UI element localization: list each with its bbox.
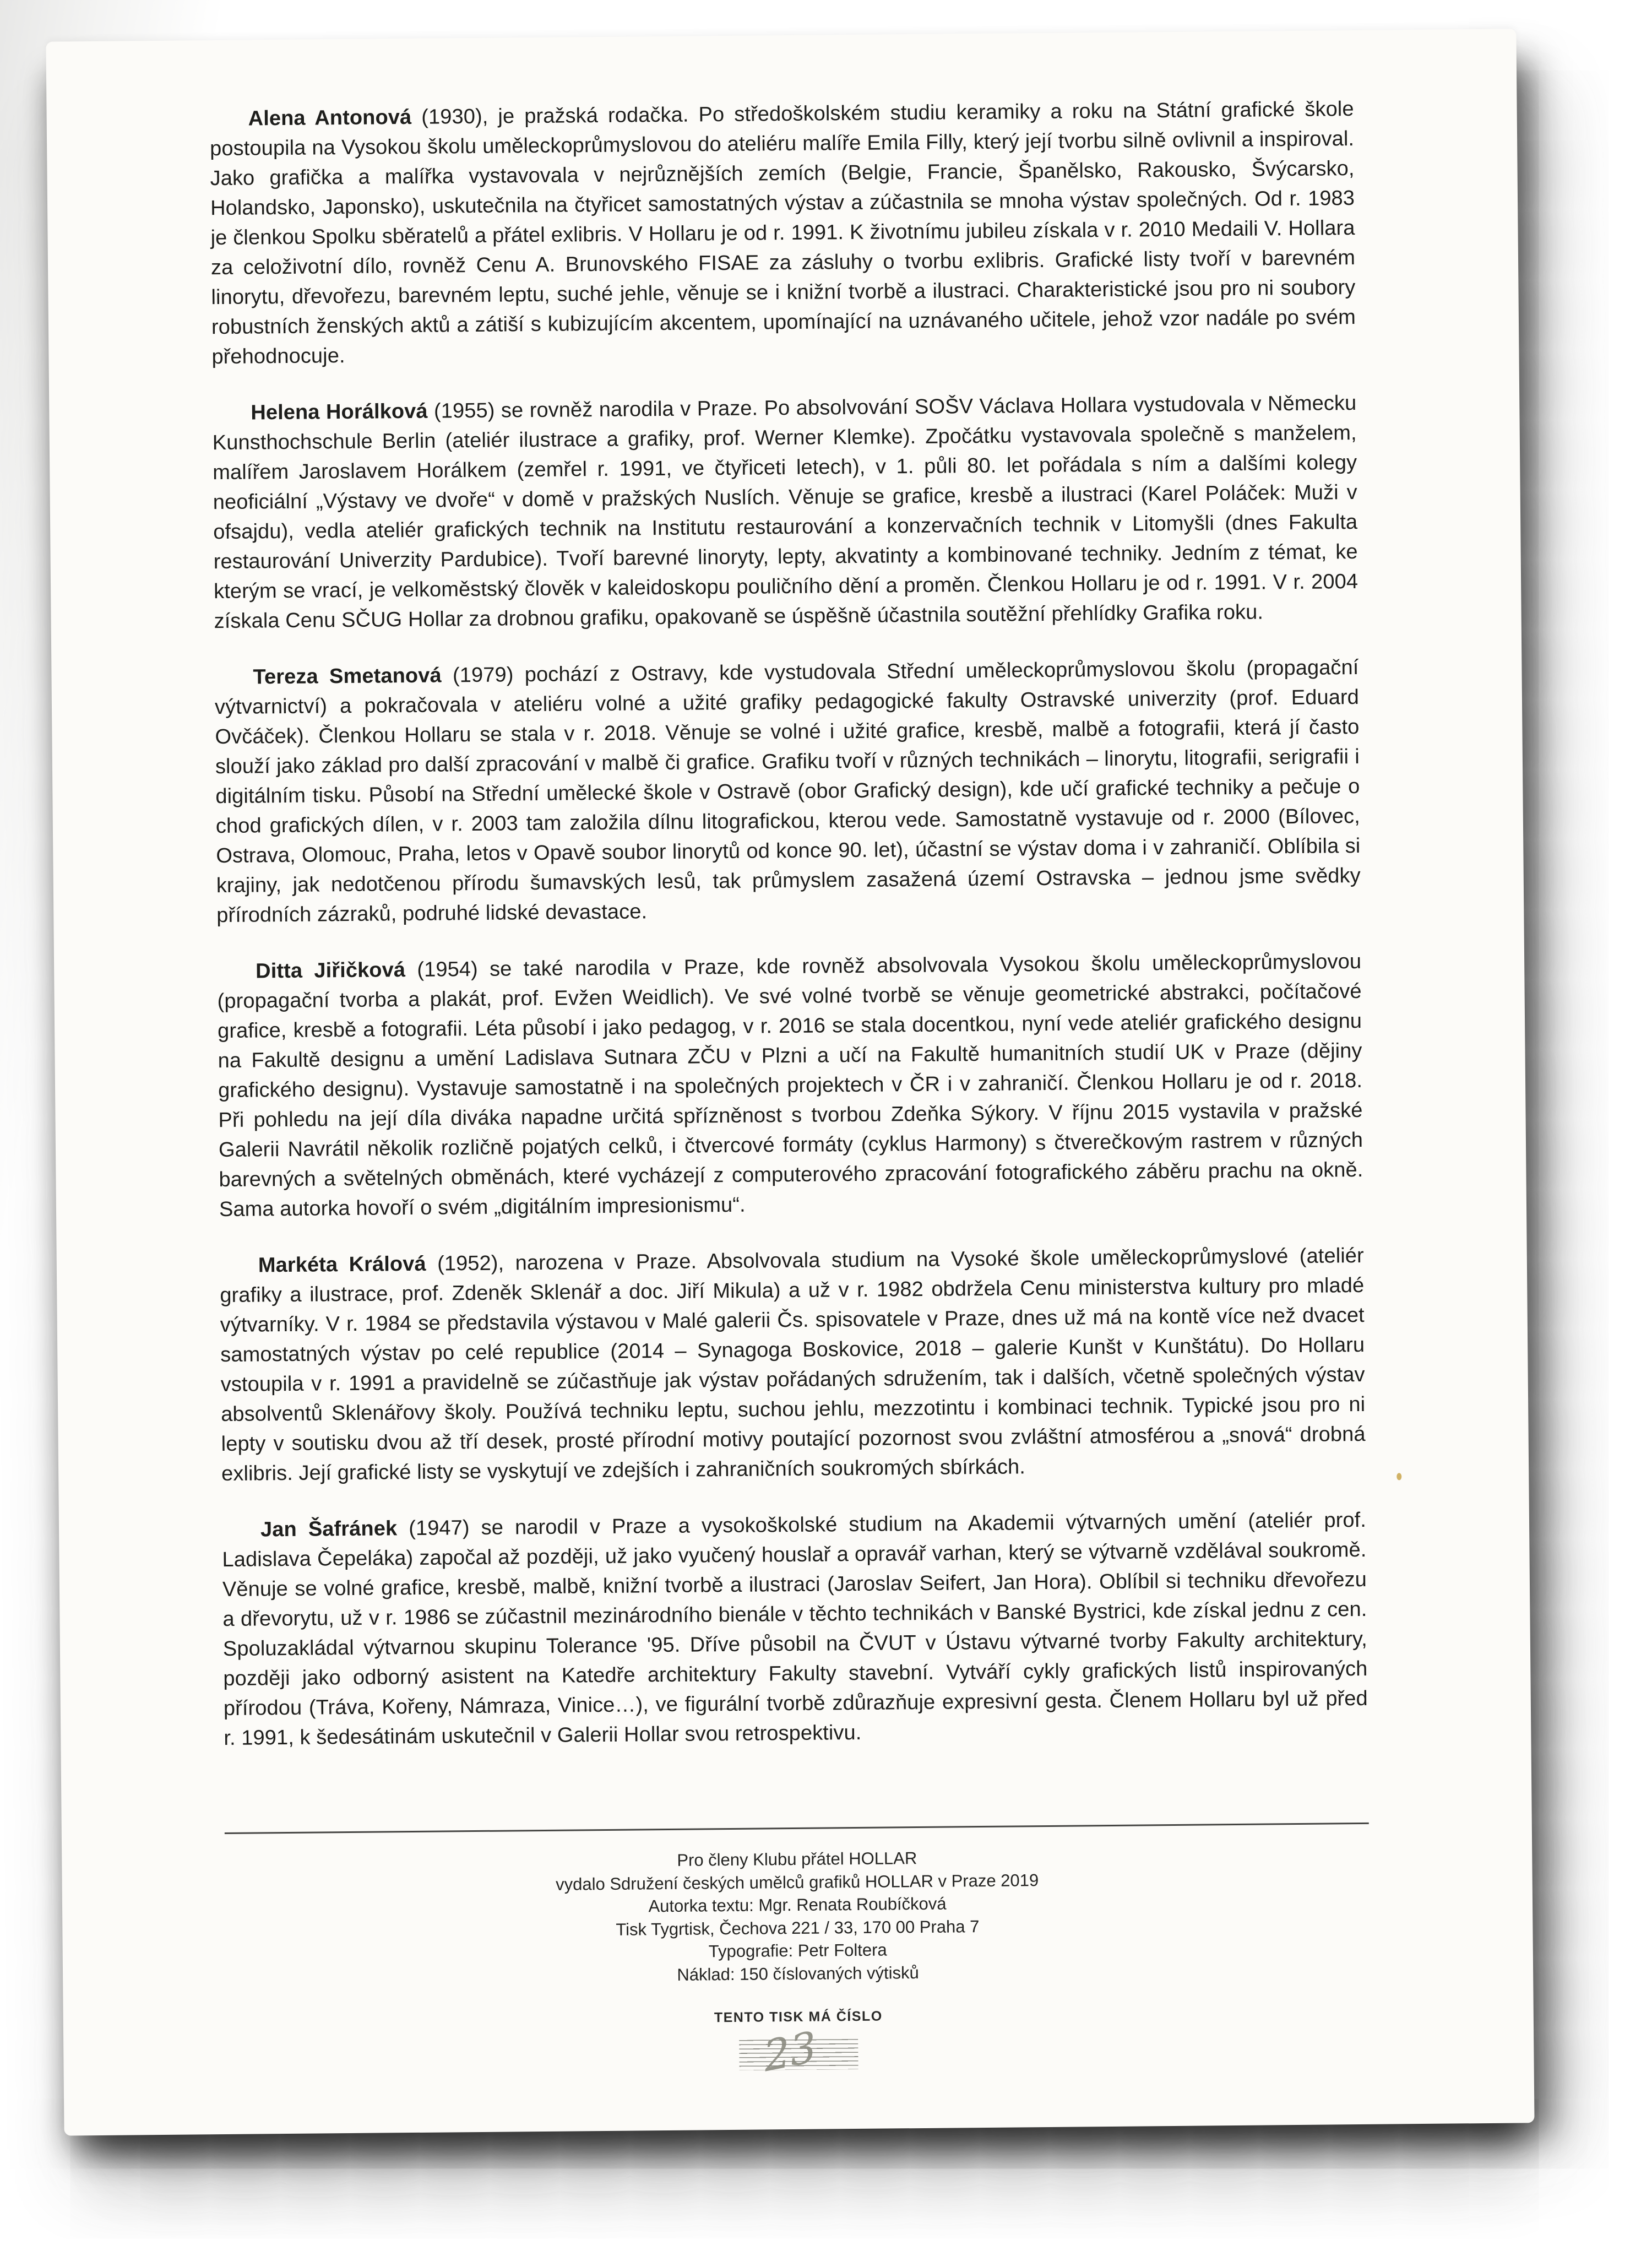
bio-text: (1954) se také narodila v Praze, kde rovněž absolvovala Vysokou školu uměleckoprůmyslovou (propagační tvorba a plakát, prof. Evžen Weidlich). Ve své volné tvorbě se věnuje geometrické abstrakci, počítačové grafice, kresbě a fotografii. Léta působí i jako pedagog, v r. 2016 se stala docentkou, nyní vede ateliér grafického designu na Fakultě designu a umění Ladislava Sutnara ZČU v Plzni a učí na Fakultě humanitních studií UK v Praze (dějiny grafického designu). Vystavuje samostatně i na společných projektech v ČR i v zahraničí. Členkou Hollaru je od r. 2018. Při pohledu na její díla diváka napadne určitá spřízněnost s tvorbou Zdeňka Sýkory. V říjnu 2015 vystavila v pražské Galerii Navrátil několik rozličně pojatých celků, i čtvercové formáty (cyklus Harmony) s čtverečkovým rastrem v různých barevných a světelných obměnách, které vycházejí z computerového zpracování fotografického záběru prachu na okně. Sama autorka hovoří o svém „digitálním impresionismu“.: [217, 950, 1363, 1222]
bio-paragraph-safranek: [222, 1505, 1368, 1753]
paper-speck: [1396, 1473, 1401, 1480]
artist-name: Helena Horálková: [251, 399, 428, 425]
colophon-footer: [225, 1823, 1371, 2081]
biographies-text-block: [46, 29, 1531, 1754]
artist-name: Markéta Králová: [258, 1252, 426, 1277]
bio-paragraph-jirickova: [217, 947, 1363, 1224]
colophon-line: Tisk Tygrtisk, Čechova 221 / 33, 170 00 Praha 7: [616, 1916, 980, 1939]
bio-text: (1930), je pražská rodačka. Po středoškolském studiu keramiky a roku na Státní grafické škole postoupila na Vysokou školu uměleckoprůmyslovou do ateliéru malíře Emila Filly, který její tvorbu silně ovlivnil a inspiroval. Jako grafička a malířka vystavovala v nejrůznějších zemích (Belgie, Francie, Španělsko, Rakousko, Švýcarsko, Holandsko, Japonsko), uskutečnila na čtyřicet samostatných výstav a zúčastnila se mnoha výstav společných. Od r. 1983 je členkou Spolku sběratelů a přátel exlibris. V Hollaru je od r. 1991. K životnímu jubileu získala v r. 2010 Medaili V. Hollara za celoživotní dílo, rovněž Cenu A. Brunovského FISAE za zásluhy o tvorbu exlibris. Grafické listy tvoří v barevném linorytu, dřevořezu, barevném leptu, suché jehle, věnuje se i knižní tvorbě a ilustraci. Charakteristické jsou pro ni soubory robustních ženských aktů a zátiší s kubizujícím akcentem, upomínající na uznávaného učitele, jehož vzor nadále po svém přehodnocuje.: [209, 97, 1356, 369]
colophon-line: Náklad: 150 číslovaných výtisků: [677, 1962, 919, 1984]
artist-name: Jan Šafránek: [260, 1517, 398, 1542]
handwritten-edition-number: 23: [761, 2021, 819, 2081]
edition-block: [226, 2004, 1371, 2081]
artist-name: Tereza Smetanová: [253, 664, 442, 689]
colophon-line: Pro členy Klubu přátel HOLLAR: [677, 1848, 917, 1870]
colophon-line: Typografie: Petr Foltera: [708, 1940, 887, 1961]
bio-paragraph-kralova: [220, 1241, 1366, 1489]
edition-number-ruled-lines: [739, 2021, 858, 2081]
colophon-line: Autorka textu: Mgr. Renata Roubíčková: [648, 1894, 947, 1916]
colophon: [225, 1843, 1370, 1990]
artist-name: Alena Antonová: [248, 105, 412, 131]
bio-paragraph-antonova: [209, 94, 1356, 372]
artist-name: Ditta Jiřičková: [256, 958, 406, 983]
bio-paragraph-horalkova: [212, 388, 1358, 636]
bio-paragraph-smetanova: [214, 653, 1361, 930]
bio-text: (1952), narozena v Praze. Absolvovala studium na Vysoké škole uměleckoprůmyslové (ateliér grafiky a ilustrace, prof. Zdeněk Sklenář a doc. Jiří Mikula) a už v r. 1982 obdržela Cenu ministerstva kultury pro mladé výtvarníky. V r. 1984 se představila výstavou v Malé galerii Čs. spisovatele v Praze, dnes už má na kontě více než dvacet samostatných výstav po celé republice (2014 – Synagoga Boskovice, 2018 – galerie Kunšt v Kunštátu). Do Hollaru vstoupila v r. 1991 a pravidelně se zúčastňuje jak výstav pořádaných sdružením, tak i dalších, včetně společných výstav absolventů Sklenářovy školy. Používá techniku leptu, suchou jehlu, mezzotintu i kombinaci technik. Typické jsou pro ni lepty v soutisku dvou až tří desek, prosté přírodní motivy poutající pozornost svou zvláštní atmosférou a „snová“ drobná exlibris. Její grafické listy se vyskytují ve zdejších i zahraničních soukromých sbírkách.: [220, 1244, 1366, 1486]
scanned-page: [46, 29, 1534, 2135]
bio-text: (1979) pochází z Ostravy, kde vystudovala Střední uměleckoprůmyslovou školu (propagační výtvarnictví) a pokračovala v ateliéru volné a užité grafiky pedagogické fakulty Ostravské univerzity (prof. Eduard Ovčáček). Členkou Hollaru se stala v r. 2018. Věnuje se volné i užité grafice, kresbě, malbě a fotografii, která jí často slouží jako základ pro další zpracování v malbě či grafice. Grafiku tvoří v různých technikách – linorytu, litografii, serigrafii i digitálním tisku. Působí na Střední umělecké škole v Ostravě (obor Grafický design), kde učí grafické techniky a pečuje o chod grafických dílen, v r. 2003 tam založila dílnu litografickou, kterou vede. Samostatně vystavuje od r. 2000 (Bílovec, Ostrava, Olomouc, Praha, letos v Opavě soubor linorytů od konce 90. let), účastní se výstav doma i v zahraničí. Oblíbila si krajiny, jak nedotčenou přírodu šumavských lesů, tak průmyslem zasažená území Ostravska – jednou jsme svědky přírodních zázraků, podruhé lidské devastace.: [214, 655, 1361, 928]
bio-text: (1947) se narodil v Praze a vysokoškolské studium na Akademii výtvarných umění (ateliér prof. Ladislava Čepeláka) započal až později, už jako vyučený houslař a opravář varhan, který se výtvarně vzdělával soukromě. Věnuje se volné grafice, kresbě, malbě, knižní tvorbě a ilustraci (Jaroslav Seifert, Jan Hora). Oblíbil si techniku dřevořezu a dřevorytu, už v r. 1986 se zúčastnil mezinárodního bienále v těchto technikách v Banské Bystrici, kde získal jednu z cen. Spoluzakládal výtvarnou skupinu Tolerance '95. Dříve působil na ČVUT v Ústavu výtvarné tvorby Fakulty architektury, později jako odborný asistent na Katedře architektury Fakulty stavební. Vytváří cykly grafických listů inspirovaných přírodou (Tráva, Kořeny, Námraza, Vinice…), ve figurální tvorbě zdůrazňuje expresivní gesta. Členem Hollaru byl už před r. 1991, k šedesátinám uskutečnil v Galerii Hollar svou retrospektivu.: [222, 1508, 1368, 1750]
colophon-line: vydalo Sdružení českých umělců grafiků HOLLAR v Praze 2019: [556, 1870, 1039, 1894]
edition-label: TENTO TISK MÁ ČÍSLO: [714, 2008, 883, 2026]
bio-text: (1955) se rovněž narodila v Praze. Po absolvování SOŠV Václava Hollara vystudovala v Německu Kunsthochschule Berlin (ateliér ilustrace a grafiky, prof. Werner Klemke). Zpočátku vystavovala společně s manželem, malířem Jaroslavem Horálkem (zemřel r. 1991, ve čtyřiceti letech), v 1. půli 80. let pořádala s ním a dalšími kolegy neoficiální „Výstavy ve dvoře“ v domě v pražských Nuslích. Věnuje se grafice, kresbě a ilustraci (Karel Poláček: Muži v ofsajdu), vedla ateliér grafických technik na Institutu restaurování a konzervačních technik v Litomyšli (dnes Fakulta restaurování Univerzity Pardubice). Tvoří barevné linoryty, lepty, akvatinty a kombinované techniky. Jedním z témat, ke kterým se vrací, je velkoměstský člověk v kaleidoskopu pouličního dění a proměn. Členkou Hollaru je od r. 1991. V r. 2004 získala Cenu SČUG Hollar za drobnou grafiku, opakovaně se úspěšně účastnila soutěžní přehlídky Grafika roku.: [212, 391, 1358, 633]
divider-rule: [225, 1823, 1369, 1834]
